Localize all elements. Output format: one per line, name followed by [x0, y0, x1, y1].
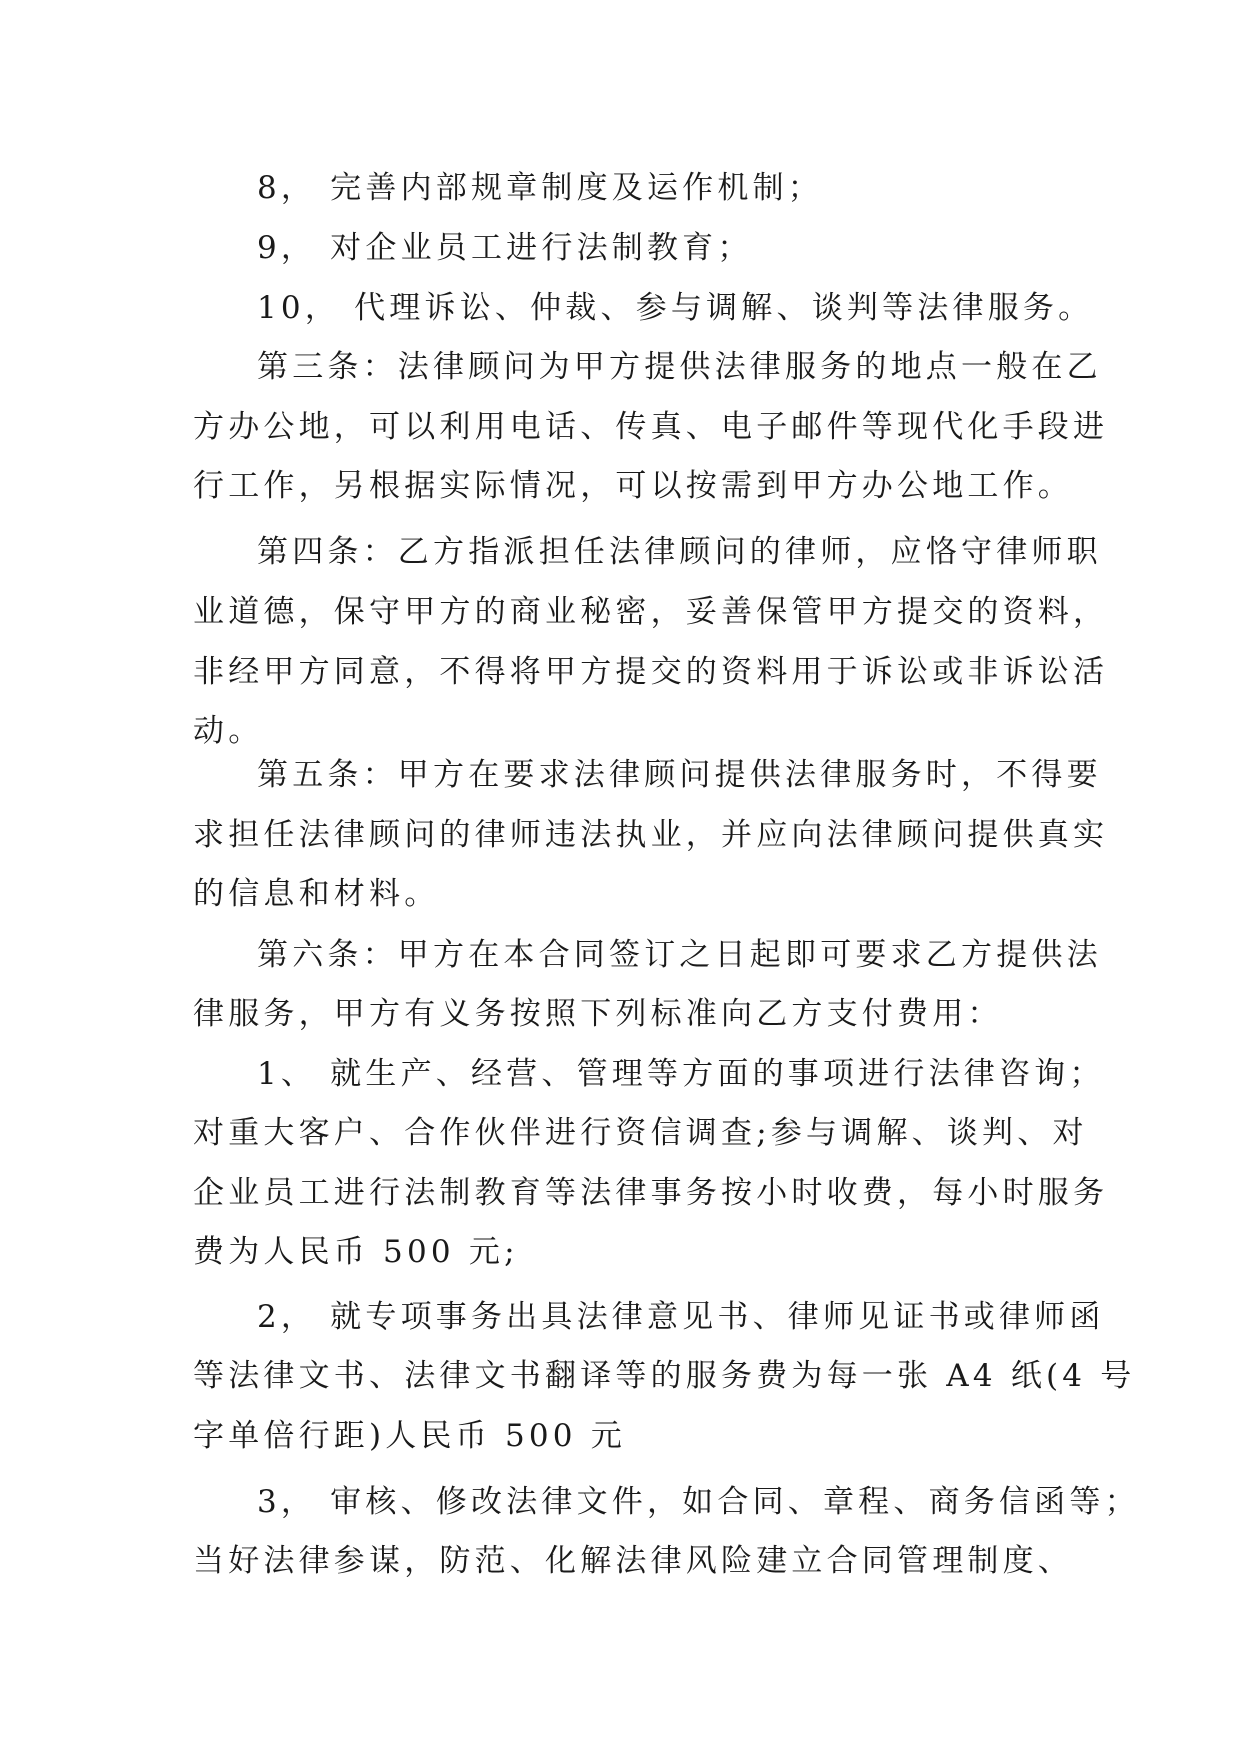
text-line: 的信息和材料。: [193, 876, 440, 912]
text-line: 第五条：甲方在要求法律顾问提供法律服务时，不得要: [257, 757, 1102, 793]
text-line: 第四条：乙方指派担任法律顾问的律师，应恪守律师职: [257, 534, 1102, 570]
text-line: 当好法律参谋，防范、化解法律风险建立合同管理制度、: [193, 1543, 1073, 1579]
text-line: 8， 完善内部规章制度及运作机制；: [257, 170, 823, 206]
text-line: 非经甲方同意，不得将甲方提交的资料用于诉讼或非诉讼活: [193, 654, 1109, 690]
text-line: 10， 代理诉讼、仲裁、参与调解、谈判等法律服务。: [257, 290, 1094, 326]
text-line: 方办公地，可以利用电话、传真、电子邮件等现代化手段进: [193, 409, 1109, 445]
text-line: 字单倍行距)人民币 500 元: [193, 1418, 626, 1454]
text-line: 3， 审核、修改法律文件，如合同、章程、商务信函等；: [257, 1484, 1140, 1520]
text-line: 等法律文书、法律文书翻译等的服务费为每一张 A4 纸(4 号: [193, 1358, 1136, 1394]
text-line: 对重大客户、合作伙伴进行资信调查;参与调解、谈判、对: [193, 1115, 1088, 1151]
text-line: 动。: [193, 713, 264, 749]
text-line: 律服务，甲方有义务按照下列标准向乙方支付费用：: [193, 996, 1003, 1032]
text-line: 企业员工进行法制教育等法律事务按小时收费，每小时服务: [193, 1175, 1109, 1211]
text-line: 费为人民币 500 元;: [193, 1234, 519, 1270]
text-line: 1、 就生产、经营、管理等方面的事项进行法律咨询；: [257, 1056, 1105, 1092]
text-line: 第六条：甲方在本合同签订之日起即可要求乙方提供法: [257, 937, 1102, 973]
text-line: 第三条：法律顾问为甲方提供法律服务的地点一般在乙: [257, 349, 1102, 385]
text-line: 求担任法律顾问的律师违法执业，并应向法律顾问提供真实: [193, 817, 1109, 853]
text-line: 行工作，另根据实际情况，可以按需到甲方办公地工作。: [193, 468, 1073, 504]
text-line: 9， 对企业员工进行法制教育；: [257, 230, 753, 266]
text-line: 业道德，保守甲方的商业秘密，妥善保管甲方提交的资料，: [193, 594, 1109, 630]
text-line: 2， 就专项事务出具法律意见书、律师见证书或律师函: [257, 1299, 1105, 1335]
